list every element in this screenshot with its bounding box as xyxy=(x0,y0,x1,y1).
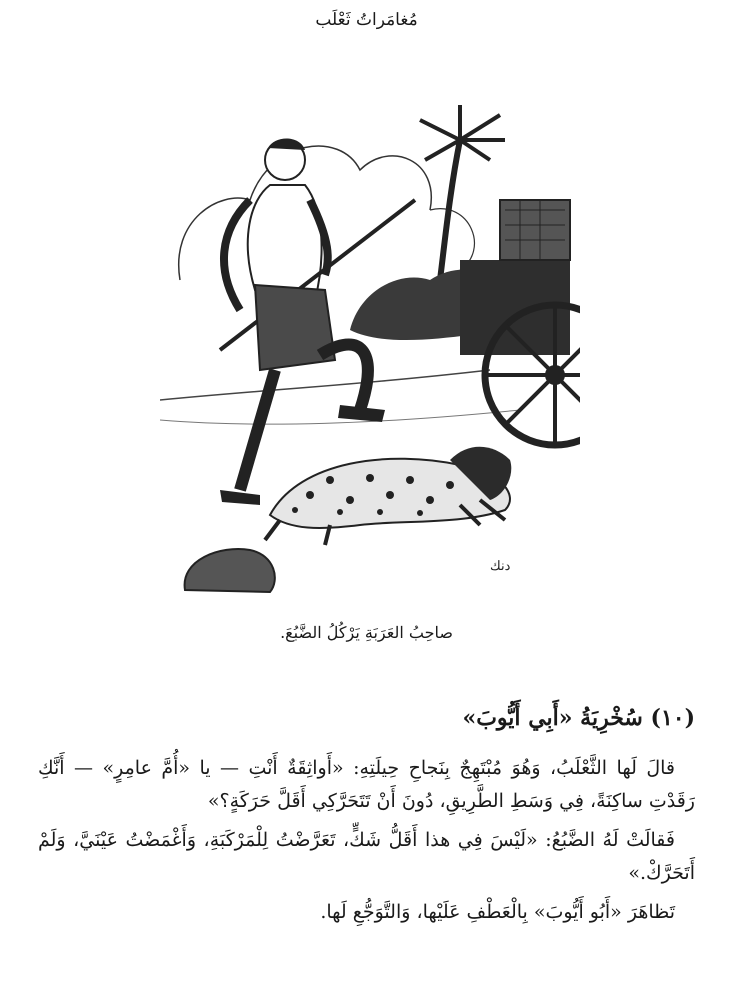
man-hair xyxy=(268,138,305,150)
man-left-arm xyxy=(224,200,250,310)
illustration xyxy=(160,100,580,600)
cart-basket xyxy=(500,200,570,260)
artist-signature: دنك xyxy=(490,559,511,574)
man-left-leg xyxy=(240,370,275,490)
chapter-heading: (١٠) سُخْرِيَةُ «أَبِي أَيُّوبَ» xyxy=(462,705,695,731)
illustration-drawing xyxy=(160,100,580,600)
wheel-hub xyxy=(545,365,565,385)
paragraph: فَقالَتْ لَهُ الضَّبُعُ: «لَيْسَ فِي هذا أَقَلُّ شَكٍّ، تَعَرَّضْتُ لِلْمَرْكَبَةِ، وَأَغْمَضْتُ عَيْنَيَّ، وَلَمْ أَتَحَرَّكْ.» xyxy=(38,829,695,884)
paragraph: قالَ لَها الثَّعْلَبُ، وَهُوَ مُبْتَهِجٌ بِنَجاحِ حِيلَتِهِ: «أَواثِقَةٌ أَنْتِ — يا «أُمَّ عامِرٍ» — أَنَّكِ رَقَدْتِ ساكِنَةً، فِي وَسَطِ الطَّرِيقِ، دُونَ أَنْ تَتَحَرَّكِي أَقَلَّ حَرَكَةٍ؟» xyxy=(38,757,695,812)
man-left-sandal xyxy=(220,490,260,505)
stone xyxy=(185,549,275,592)
running-title: مُغامَراتُ ثَعْلَب xyxy=(315,10,418,30)
palm-trunk xyxy=(440,140,460,280)
paragraph: تَظاهَرَ «أَبُو أَيُّوبَ» بِالْعَطْفِ عَلَيْها، وَالتَّوَجُّعِ لَها. xyxy=(320,901,675,923)
man-right-sandal xyxy=(338,405,385,422)
figure-caption: صاحِبُ العَرَبَةِ يَرْكُلُ الضَّبُعَ. xyxy=(280,623,453,642)
man-right-leg xyxy=(320,344,368,410)
chapter-body xyxy=(38,752,695,935)
road-edge xyxy=(160,370,490,400)
palm-leaves xyxy=(420,105,505,160)
